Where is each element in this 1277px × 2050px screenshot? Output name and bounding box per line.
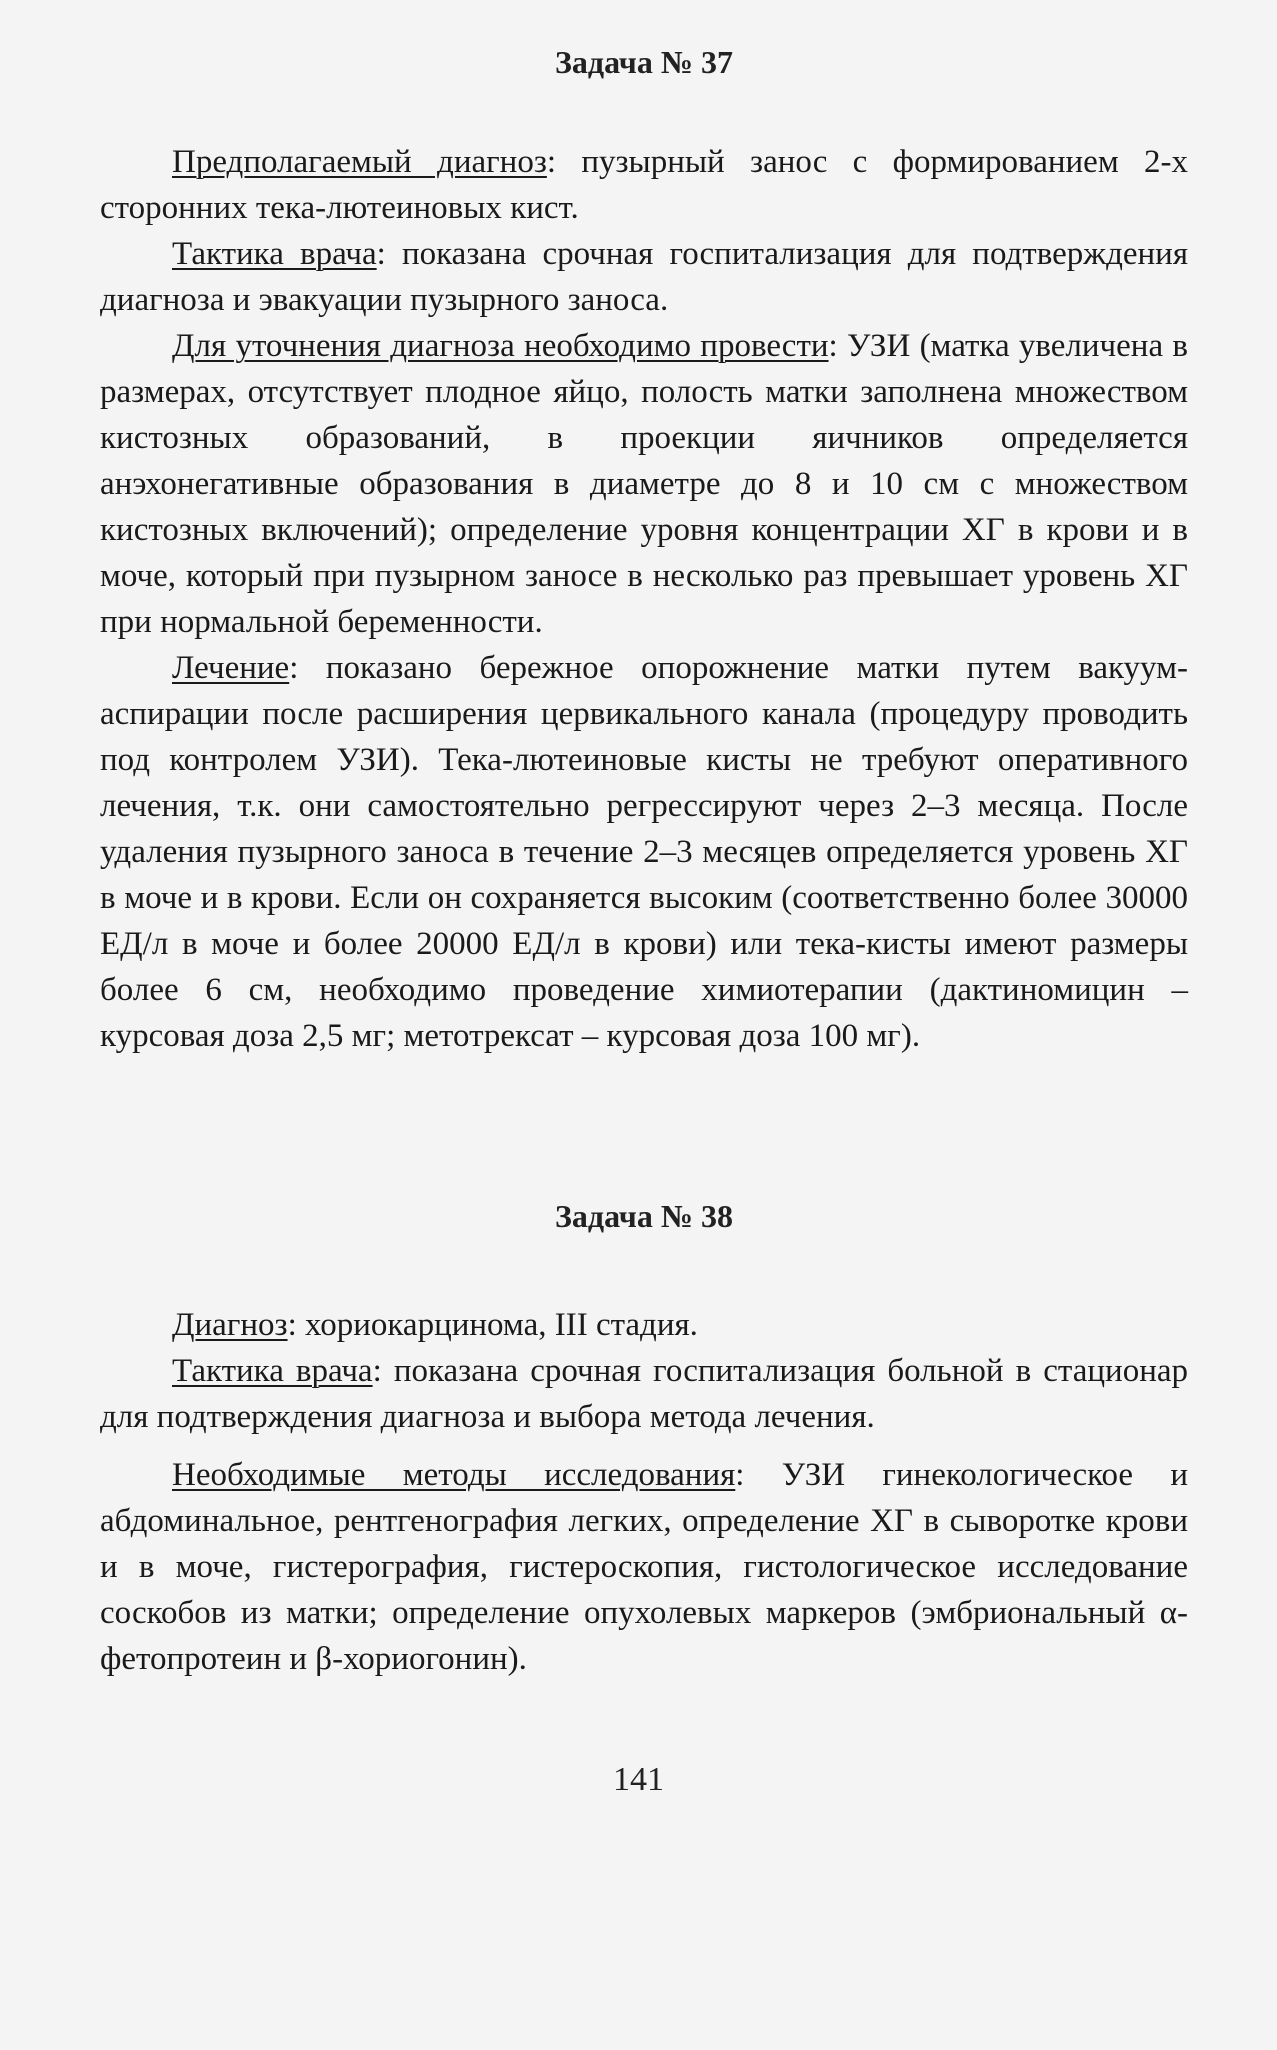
task-38-tactics-label: Тактика врача — [172, 1353, 373, 1389]
task-37-tactics-label: Тактика врача — [172, 236, 377, 272]
task-38-section — [100, 1196, 1188, 1682]
task-37-diagnosis-label: Предполагаемый диагноз — [172, 144, 547, 180]
task-37-title: Задача № 37 — [555, 44, 733, 80]
task-38-tactics-paragraph — [100, 1348, 1188, 1440]
task-37-treatment-paragraph — [100, 645, 1188, 1059]
task-38-tactics-text: : показана срочная госпитализация больной в стационар для подтверждения диагноза и выбора метода лечения. — [100, 1353, 1189, 1435]
task-37-treatment-text: : показано бережное опорожнение матки путем вакуум-аспирации после расширения цервикального канала (процедуру проводить под контролем УЗИ). Тека-лютеиновые кисты не требуют оперативного лечения, т.к. они самостоятельно регрессируют через 2–3 месяца. После удаления пузырного заноса в течение 2–3 месяцев определяется уровень ХГ в моче и в крови. Если он сохраняется высоким (соответственно более 30000 ЕД/л в моче и более 20000 ЕД/л в крови) или тека-кисты имеют размеры более 6 см, необходимо проведение химиотерапии (дактиномицин – курсовая доза 2,5 мг; метотрексат – курсовая доза 100 мг). — [100, 650, 1188, 1054]
task-37-investigation-label: Для уточнения диагноза необходимо провести — [172, 328, 829, 364]
task-38-methods-label: Необходимые методы исследования — [172, 1457, 736, 1493]
task-37-diagnosis-paragraph — [100, 139, 1188, 231]
task-37-investigation-text: : УЗИ (матка увеличена в размерах, отсутствует плодное яйцо, полость матки заполнена множеством кистозных образований, в проекции яичников определяется анэхонегативные образования в диаметре до 8 и 10 см с множеством кистозных включений); определение уровня концентрации ХГ в крови и в моче, который при пузырном заносе в несколько раз превышает уровень ХГ при нормальной беременности. — [100, 328, 1188, 640]
task-38-title: Задача № 38 — [555, 1198, 733, 1234]
task-37-section — [100, 42, 1188, 1059]
task-38-diagnosis-label: Диагноз — [172, 1307, 288, 1343]
task-37-diagnosis-text: : пузырный занос с формированием 2-х сторонних тека-лютеиновых кист. — [100, 144, 1189, 226]
task-38-diagnosis-text: : хориокарцинома, III стадия. — [287, 1307, 698, 1343]
task-37-investigation-paragraph — [100, 323, 1188, 645]
page-number: 141 — [613, 1761, 664, 1798]
task-37-treatment-label: Лечение — [172, 650, 290, 686]
task-38-methods-text: : УЗИ гинекологическое и абдоминальное, рентгенография легких, определение ХГ в сыворотке крови и в моче, гистерография, гистероскопия, гистологическое исследование соскобов из матки; определение опухолевых маркеров (эмбриональный α-фетопротеин и β-хориогонин). — [100, 1457, 1189, 1677]
task-37-tactics-paragraph — [100, 231, 1188, 323]
task-37-tactics-text: : показана срочная госпитализация для подтверждения диагноза и эвакуации пузырного заноса. — [100, 236, 1189, 318]
task-38-diagnosis-paragraph — [100, 1302, 1188, 1348]
task-38-methods-paragraph — [100, 1452, 1188, 1682]
